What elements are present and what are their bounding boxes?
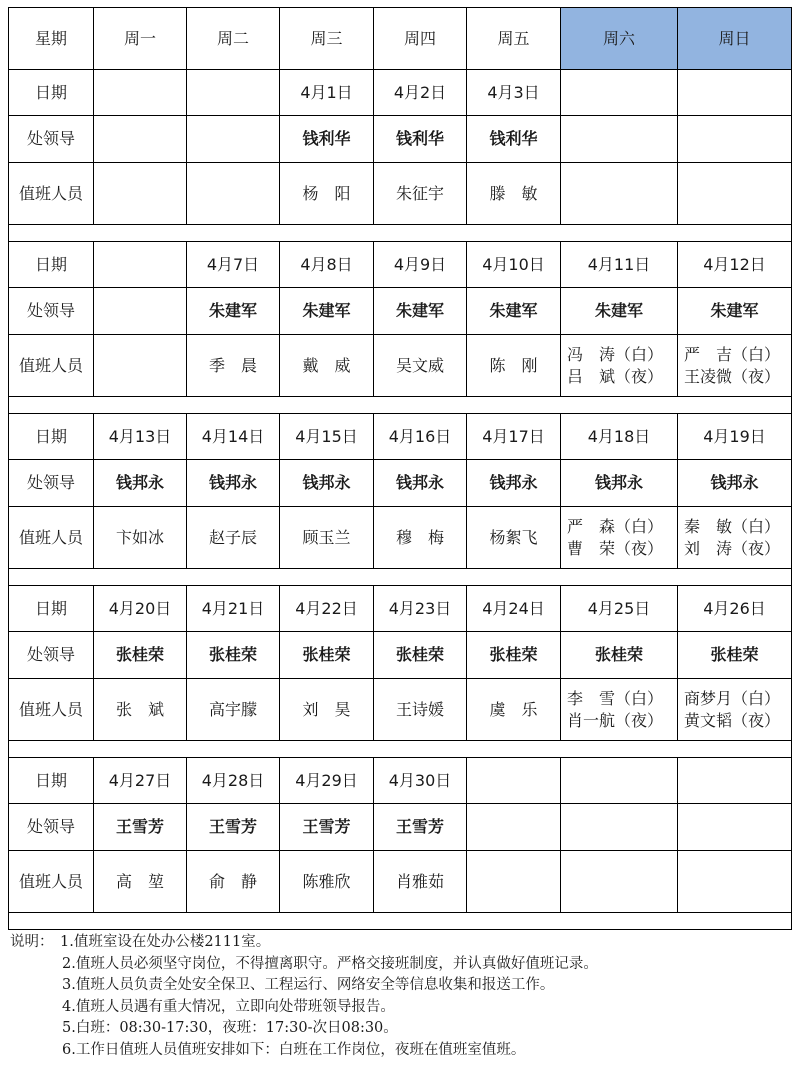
row-label-staff: 值班人员 — [9, 851, 94, 913]
staff-cell: 张 斌 — [94, 679, 187, 741]
date-cell: 4月14日 — [187, 414, 280, 460]
staff-cell: 秦 敏（白） 刘 涛（夜） — [678, 507, 792, 569]
staff-cell: 肖雅茹 — [374, 851, 467, 913]
leader-cell: 王雪芳 — [187, 804, 280, 851]
week-separator-row — [9, 913, 792, 930]
date-cell: 4月17日 — [467, 414, 561, 460]
leader-cell: 朱建军 — [280, 288, 374, 335]
week-5-leader-row — [9, 804, 792, 851]
row-label-staff: 值班人员 — [9, 507, 94, 569]
staff-cell — [187, 163, 280, 225]
week-5-staff-row — [9, 851, 792, 913]
leader-cell: 张桂荣 — [561, 632, 678, 679]
header-cell-fri: 周五 — [467, 8, 561, 70]
week-4-leader-row — [9, 632, 792, 679]
week-separator-row — [9, 397, 792, 414]
header-cell-mon: 周一 — [94, 8, 187, 70]
staff-cell: 穆 梅 — [374, 507, 467, 569]
header-cell-wed: 周三 — [280, 8, 374, 70]
date-cell: 4月16日 — [374, 414, 467, 460]
leader-cell: 张桂荣 — [678, 632, 792, 679]
staff-cell: 李 雪（白） 肖一航（夜） — [561, 679, 678, 741]
leader-cell: 钱邦永 — [561, 460, 678, 507]
date-cell: 4月1日 — [280, 70, 374, 116]
leader-cell — [678, 116, 792, 163]
date-cell: 4月25日 — [561, 586, 678, 632]
leader-cell: 钱邦永 — [374, 460, 467, 507]
date-cell: 4月18日 — [561, 414, 678, 460]
week-3-leader-row — [9, 460, 792, 507]
row-label-leader: 处领导 — [9, 632, 94, 679]
note-item: 6.工作日值班人员值班安排如下：白班在工作岗位，夜班在值班室值班。 — [62, 1041, 526, 1058]
leader-cell: 朱建军 — [678, 288, 792, 335]
leader-cell: 钱利华 — [374, 116, 467, 163]
date-cell: 4月10日 — [467, 242, 561, 288]
date-cell — [561, 70, 678, 116]
row-label-date: 日期 — [9, 586, 94, 632]
leader-cell: 钱邦永 — [467, 460, 561, 507]
staff-cell — [467, 851, 561, 913]
staff-cell: 杨 阳 — [280, 163, 374, 225]
staff-cell: 高 堃 — [94, 851, 187, 913]
staff-cell — [561, 851, 678, 913]
row-label-date: 日期 — [9, 70, 94, 116]
week-separator — [9, 741, 792, 758]
header-cell-thu: 周四 — [374, 8, 467, 70]
date-cell: 4月26日 — [678, 586, 792, 632]
row-label-leader: 处领导 — [9, 460, 94, 507]
staff-cell — [678, 851, 792, 913]
leader-cell: 张桂荣 — [94, 632, 187, 679]
notes-section — [10, 932, 790, 1061]
staff-cell — [94, 335, 187, 397]
date-cell: 4月22日 — [280, 586, 374, 632]
date-cell: 4月8日 — [280, 242, 374, 288]
week-4-date-row — [9, 586, 792, 632]
leader-cell — [94, 288, 187, 335]
date-cell: 4月29日 — [280, 758, 374, 804]
date-cell: 4月3日 — [467, 70, 561, 116]
date-cell: 4月24日 — [467, 586, 561, 632]
date-cell: 4月20日 — [94, 586, 187, 632]
leader-cell: 张桂荣 — [374, 632, 467, 679]
staff-cell: 陈雅欣 — [280, 851, 374, 913]
leader-cell: 朱建军 — [374, 288, 467, 335]
staff-cell: 季 晨 — [187, 335, 280, 397]
staff-cell: 商梦月（白） 黄文韬（夜） — [678, 679, 792, 741]
note-item: 5.白班：08:30-17:30，夜班：17:30-次日08:30。 — [62, 1020, 398, 1036]
header-cell-weekday: 星期 — [9, 8, 94, 70]
week-3-staff-row — [9, 507, 792, 569]
row-label-staff: 值班人员 — [9, 163, 94, 225]
staff-cell: 俞 静 — [187, 851, 280, 913]
leader-cell: 朱建军 — [561, 288, 678, 335]
note-item: 2.值班人员必须坚守岗位，不得擅离职守。严格交接班制度，并认真做好值班记录。 — [62, 955, 598, 972]
staff-cell — [94, 163, 187, 225]
staff-cell: 朱征宇 — [374, 163, 467, 225]
header-cell-sun: 周日 — [678, 8, 792, 70]
leader-cell — [561, 116, 678, 163]
note-item: 4.值班人员遇有重大情况，立即向处带班领导报告。 — [62, 998, 395, 1015]
leader-cell — [678, 804, 792, 851]
notes-label: 说明： — [10, 934, 54, 950]
leader-cell: 钱利华 — [280, 116, 374, 163]
leader-cell: 钱邦永 — [187, 460, 280, 507]
week-1-leader-row — [9, 116, 792, 163]
date-cell — [678, 70, 792, 116]
leader-cell: 钱邦永 — [678, 460, 792, 507]
staff-cell: 顾玉兰 — [280, 507, 374, 569]
date-cell: 4月7日 — [187, 242, 280, 288]
staff-cell: 赵子辰 — [187, 507, 280, 569]
staff-cell: 高宇朦 — [187, 679, 280, 741]
date-cell: 4月27日 — [94, 758, 187, 804]
row-label-date: 日期 — [9, 414, 94, 460]
date-cell: 4月28日 — [187, 758, 280, 804]
date-cell — [94, 242, 187, 288]
row-label-date: 日期 — [9, 242, 94, 288]
leader-cell: 张桂荣 — [280, 632, 374, 679]
date-cell — [467, 758, 561, 804]
staff-cell: 戴 威 — [280, 335, 374, 397]
week-separator — [9, 913, 792, 930]
leader-cell: 钱利华 — [467, 116, 561, 163]
row-label-staff: 值班人员 — [9, 679, 94, 741]
duty-schedule-table — [8, 7, 792, 930]
staff-cell: 王诗媛 — [374, 679, 467, 741]
staff-cell: 杨絮飞 — [467, 507, 561, 569]
staff-cell: 陈 刚 — [467, 335, 561, 397]
staff-cell: 严 吉（白） 王凌微（夜） — [678, 335, 792, 397]
note-item — [10, 932, 790, 954]
leader-cell: 王雪芳 — [280, 804, 374, 851]
leader-cell: 王雪芳 — [374, 804, 467, 851]
week-2-date-row — [9, 242, 792, 288]
staff-cell — [678, 163, 792, 225]
week-1-staff-row — [9, 163, 792, 225]
date-cell: 4月21日 — [187, 586, 280, 632]
leader-cell: 钱邦永 — [280, 460, 374, 507]
week-separator-row — [9, 741, 792, 758]
date-cell — [94, 70, 187, 116]
leader-cell: 朱建军 — [187, 288, 280, 335]
header-row — [9, 8, 792, 70]
row-label-date: 日期 — [9, 758, 94, 804]
row-label-leader: 处领导 — [9, 288, 94, 335]
header-cell-tue: 周二 — [187, 8, 280, 70]
date-cell: 4月30日 — [374, 758, 467, 804]
week-2-leader-row — [9, 288, 792, 335]
note-text: 1.值班室设在处办公楼2111室。 — [60, 934, 271, 950]
date-cell: 4月19日 — [678, 414, 792, 460]
leader-cell — [561, 804, 678, 851]
date-cell: 4月11日 — [561, 242, 678, 288]
staff-cell: 严 森（白） 曹 荣（夜） — [561, 507, 678, 569]
leader-cell: 王雪芳 — [94, 804, 187, 851]
leader-cell: 张桂荣 — [467, 632, 561, 679]
week-5-date-row — [9, 758, 792, 804]
leader-cell: 钱邦永 — [94, 460, 187, 507]
leader-cell: 朱建军 — [467, 288, 561, 335]
date-cell: 4月12日 — [678, 242, 792, 288]
leader-cell — [187, 116, 280, 163]
schedule-body — [9, 8, 792, 930]
week-3-date-row — [9, 414, 792, 460]
staff-cell: 冯 涛（白） 吕 斌（夜） — [561, 335, 678, 397]
week-separator — [9, 569, 792, 586]
staff-cell: 虞 乐 — [467, 679, 561, 741]
week-separator — [9, 225, 792, 242]
staff-cell: 滕 敏 — [467, 163, 561, 225]
week-separator-row — [9, 569, 792, 586]
header-cell-sat: 周六 — [561, 8, 678, 70]
date-cell — [187, 70, 280, 116]
date-cell: 4月23日 — [374, 586, 467, 632]
week-2-staff-row — [9, 335, 792, 397]
week-separator — [9, 397, 792, 414]
row-label-leader: 处领导 — [9, 116, 94, 163]
date-cell: 4月2日 — [374, 70, 467, 116]
week-1-date-row — [9, 70, 792, 116]
week-separator-row — [9, 225, 792, 242]
date-cell: 4月15日 — [280, 414, 374, 460]
row-label-staff: 值班人员 — [9, 335, 94, 397]
week-4-staff-row — [9, 679, 792, 741]
leader-cell — [94, 116, 187, 163]
staff-cell: 刘 昊 — [280, 679, 374, 741]
date-cell — [561, 758, 678, 804]
staff-cell — [561, 163, 678, 225]
leader-cell: 张桂荣 — [187, 632, 280, 679]
date-cell: 4月13日 — [94, 414, 187, 460]
staff-cell: 吴文威 — [374, 335, 467, 397]
staff-cell: 卞如冰 — [94, 507, 187, 569]
row-label-leader: 处领导 — [9, 804, 94, 851]
leader-cell — [467, 804, 561, 851]
date-cell — [678, 758, 792, 804]
note-item: 3.值班人员负责全处安全保卫、工程运行、网络安全等信息收集和报送工作。 — [62, 977, 555, 993]
date-cell: 4月9日 — [374, 242, 467, 288]
